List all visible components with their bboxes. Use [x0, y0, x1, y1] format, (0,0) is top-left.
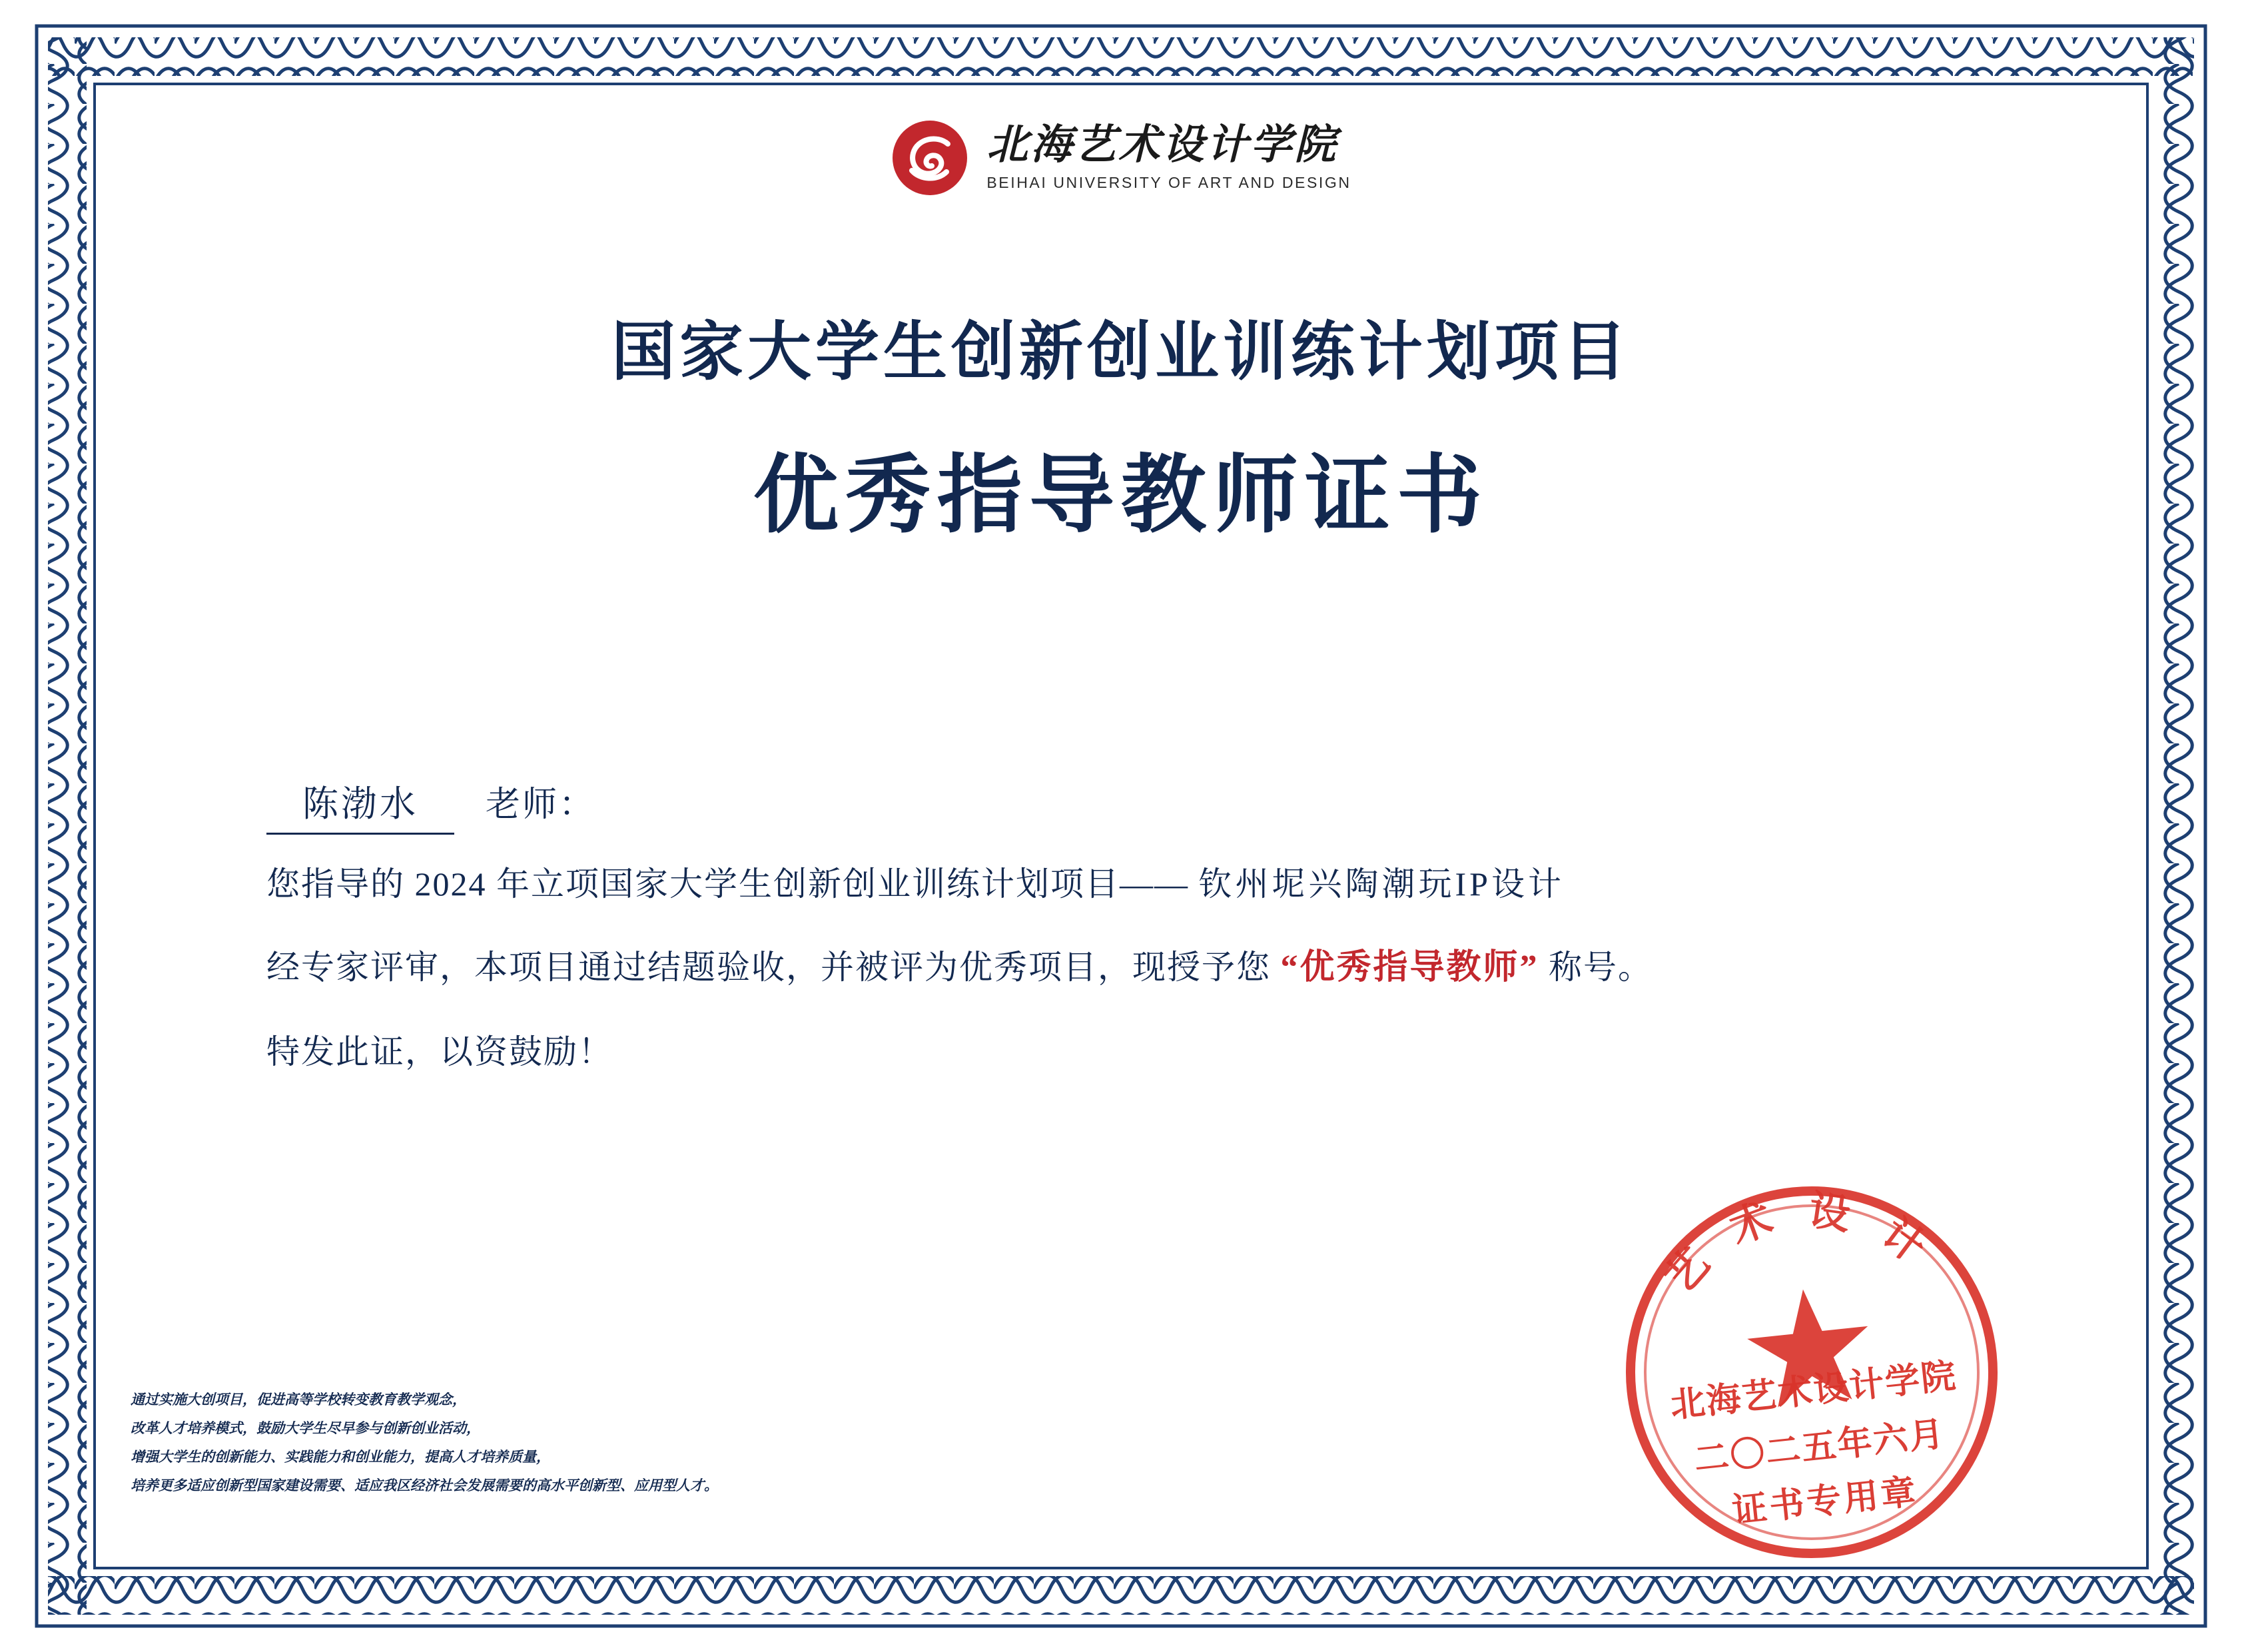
certificate-title-line2: 优秀指导教师证书 — [753, 448, 1489, 543]
footnote-line-3: 增强大学生的创新能力、实践能力和创业能力，提高人才培养质量， — [131, 1449, 550, 1465]
recipient-name: 陈渤水 — [266, 786, 454, 835]
logo-name-cn: 北海艺术设计学院 — [986, 122, 1339, 168]
footnote-block — [131, 1386, 1130, 1500]
seal-arc-text: 艺 术 设 计 — [1657, 1188, 1942, 1302]
paragraph2-prefix: 经专家评审，本项目通过结题验收，并被评为优秀项目，现授予您 — [266, 949, 1271, 986]
institution-logo — [0, 119, 2242, 212]
wave-spiral-logo-icon — [891, 119, 969, 197]
paragraph2-suffix: 称号。 — [1549, 949, 1653, 986]
honor-title: “优秀指导教师” — [1280, 949, 1539, 987]
seal-date: 二〇二五年六月 — [1692, 1415, 1947, 1479]
footnote-line-1: 通过实施大创项目，促进高等学校转变教育教学观念， — [131, 1392, 466, 1408]
body-paragraph-2 — [266, 933, 2052, 1003]
official-seal — [1592, 1152, 2031, 1591]
recipient-line — [266, 786, 2052, 835]
logo-name-en: BEIHAI UNIVERSITY OF ART AND DESIGN — [986, 174, 1351, 192]
footnote-line-4: 培养更多适应创新型国家建设需要、适应我区经济社会发展需要的高水平创新型、应用型人才。 — [131, 1477, 718, 1494]
body-paragraph-3: 特发此证，以资鼓励！ — [266, 1033, 613, 1070]
project-name: 钦州坭兴陶潮玩IP设计 — [1198, 865, 1565, 903]
seal-purpose: 证书专用章 — [1730, 1473, 1920, 1531]
recipient-suffix: 老师： — [486, 786, 596, 824]
paragraph1-prefix: 您指导的 2024 年立项国家大学生创新创业训练计划项目—— — [266, 865, 1189, 903]
certificate-body — [266, 786, 2052, 1085]
seal-org-name: 北海艺术设计学院 — [1669, 1357, 1959, 1426]
certificate-title-line1: 国家大学生创新创业训练计划项目 — [611, 316, 1631, 388]
body-paragraph-1 — [266, 851, 2052, 917]
footnote-line-2: 改革人才培养模式，鼓励大学生尽早参与创新创业活动， — [131, 1420, 480, 1437]
svg-text:艺 术 设 计 — [1651, 1175, 1946, 1305]
